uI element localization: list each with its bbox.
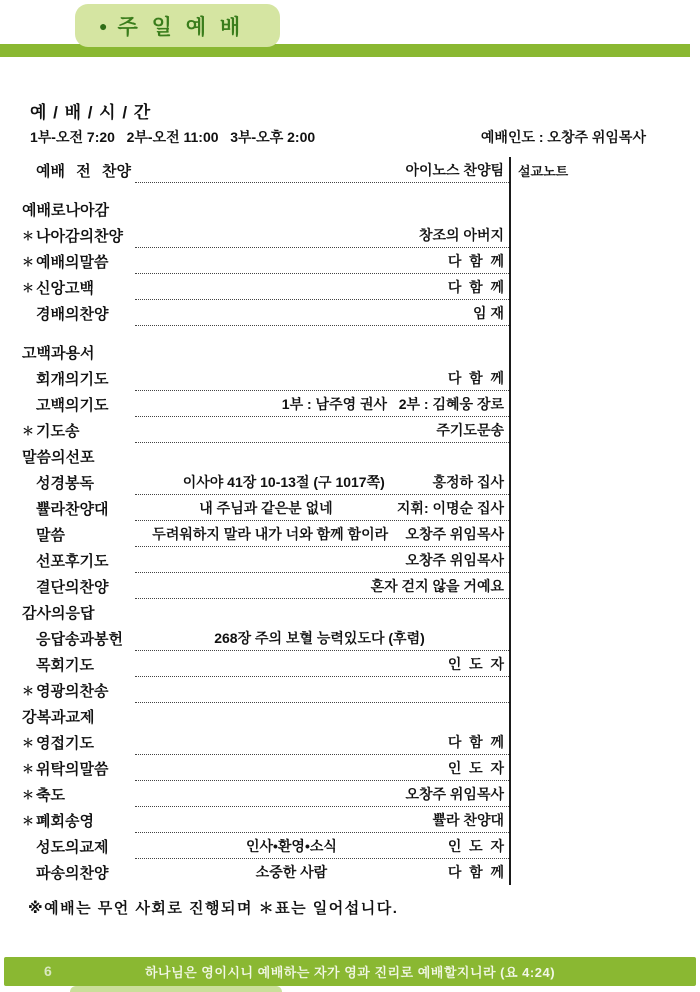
item-performer: 지휘: 이명순 집사 (396, 499, 504, 516)
item-performer: 다 함 께 (447, 278, 504, 295)
item-label: 고백의기도 (36, 396, 109, 414)
item-performer: 오창주 위임목사 (405, 785, 504, 802)
standing-mark-icon: ＊ (22, 813, 35, 828)
item-value (135, 274, 509, 300)
sermon-notes-label: 설교노트 (518, 164, 569, 179)
section-row-label: 예배로나아감 (22, 201, 109, 219)
item-label: 회개의기도 (36, 370, 109, 388)
item-label: 성도의교제 (36, 838, 109, 856)
standing-footnote: ※예배는 무언 사회로 진행되며 ＊표는 일어섭니다. (28, 900, 399, 917)
order-item-row (22, 365, 509, 391)
standing-mark-icon: ＊ (22, 228, 35, 243)
item-label: 기도송 (36, 422, 80, 440)
footer-verse: 하나님은 영이시니 예배하는 자가 영과 진리로 예배할지니라 (요 4:24) (144, 965, 556, 980)
item-value (135, 222, 509, 248)
item-performer: 인 도 자 (447, 655, 504, 672)
item-value (135, 547, 509, 573)
item-performer: 다 함 께 (447, 864, 504, 880)
item-label: 영접기도 (36, 734, 94, 752)
item-label: 경배의찬양 (36, 305, 109, 323)
order-item-row (22, 469, 509, 495)
item-performer: 주기도문송 (436, 421, 504, 438)
order-table (0, 157, 509, 885)
item-label: 신앙고백 (36, 279, 94, 297)
item-performer: 1부 : 남주영 권사 2부 : 김혜웅 장로 (281, 395, 504, 412)
item-performer: 오창주 위임목사 (405, 551, 504, 568)
order-item-row (22, 222, 509, 248)
item-performer: 다 함 께 (447, 369, 504, 386)
item-performer: 인 도 자 (447, 759, 504, 776)
order-item-row (22, 651, 509, 677)
item-label: 선포후기도 (36, 552, 109, 570)
item-value (135, 677, 509, 703)
standing-mark-icon: ＊ (22, 683, 35, 698)
item-performer: 임 재 (473, 304, 504, 321)
item-value (135, 365, 509, 391)
item-label: 성경봉독 (36, 474, 94, 492)
worship-time-title: 예 / 배 / 시 / 간 (30, 103, 152, 122)
order-item-row (22, 729, 509, 755)
item-label: 영광의찬송 (36, 682, 109, 700)
item-performer: 인 도 자 (447, 837, 504, 854)
order-item-row (22, 248, 509, 274)
item-content: 이사야 41장 10-13절 (구 1017쪽) (182, 473, 385, 490)
worship-time-row (30, 127, 646, 147)
item-value (135, 729, 509, 755)
standing-mark-icon: ＊ (22, 735, 35, 750)
order-item-row (22, 157, 509, 183)
section-row-label: 고백과용서 (22, 344, 95, 362)
item-value (135, 651, 509, 677)
section-tab (75, 4, 280, 47)
order-item-row (22, 781, 509, 807)
item-performer: 다 함 께 (447, 733, 504, 750)
order-item-row (22, 625, 509, 651)
item-value (135, 807, 509, 833)
item-content: 인사•환영•소식 (245, 837, 337, 854)
item-label: 쁄라찬양대 (36, 500, 109, 518)
item-label: 목회기도 (36, 656, 94, 674)
item-content: 내 주님과 같은분 없네 (199, 499, 333, 516)
order-item-row (22, 755, 509, 781)
service-times: 1부-오전 7:20 2부-오전 11:00 3부-오후 2:00 (30, 129, 316, 145)
item-performer: 홍정하 집사 (432, 473, 504, 490)
item-content: 268장 주의 보혈 능력있도다 (후렴) (214, 629, 425, 646)
order-section-row (22, 339, 509, 365)
item-performer: 아이노스 찬양팀 (405, 161, 504, 178)
item-value (135, 859, 509, 885)
item-label: 축도 (36, 786, 65, 804)
item-value (135, 573, 509, 599)
standing-mark-icon: ＊ (22, 254, 35, 269)
item-value (135, 521, 509, 547)
footer-bar (4, 957, 696, 986)
item-label: 파송의찬양 (36, 864, 109, 882)
item-label: 결단의찬양 (36, 578, 109, 596)
item-value (135, 300, 509, 326)
section-row-label: 강복과교제 (22, 708, 95, 726)
bullet-icon: ● (99, 17, 108, 34)
item-label: 나아감의찬양 (36, 227, 123, 245)
order-item-row (22, 573, 509, 599)
order-item-row (22, 833, 509, 859)
item-value (135, 781, 509, 807)
item-label: 예배의말씀 (36, 253, 109, 271)
order-section-row (22, 703, 509, 729)
standing-mark-icon: ＊ (22, 280, 35, 295)
order-item-row (22, 495, 509, 521)
item-label: 예배 전 찬양 (36, 162, 131, 180)
item-performer: 쁄라 찬양대 (432, 811, 504, 828)
order-item-row (22, 677, 509, 703)
order-section-row (22, 196, 509, 222)
item-value (135, 495, 509, 521)
service-leader: 예배인도 : 오창주 위임목사 (480, 129, 646, 145)
item-value (135, 248, 509, 274)
item-value (135, 417, 509, 443)
standing-mark-icon: ＊ (22, 787, 35, 802)
item-value (135, 833, 509, 859)
item-value (135, 625, 509, 651)
item-value (135, 755, 509, 781)
sermon-notes-column (509, 157, 700, 885)
item-label: 응답송과봉헌 (36, 630, 123, 648)
item-value (135, 469, 509, 495)
item-content: 두려워하지 말라 내가 너와 함께 함이라 (152, 525, 389, 542)
item-performer: 창조의 아버지 (418, 226, 504, 243)
order-item-row (22, 521, 509, 547)
item-value (135, 157, 509, 183)
order-item-row (22, 391, 509, 417)
order-section-row (22, 599, 509, 625)
item-label: 말씀 (36, 526, 65, 544)
order-item-row (22, 417, 509, 443)
order-item-row (22, 807, 509, 833)
item-content: 소중한 사람 (255, 864, 328, 880)
item-performer: 오창주 위임목사 (405, 525, 504, 542)
next-section-tab-edge (70, 986, 282, 992)
order-item-row (22, 547, 509, 573)
standing-mark-icon: ＊ (22, 423, 35, 438)
section-title: 주 일 예 배 (117, 15, 245, 39)
item-performer: 다 함 께 (447, 252, 504, 269)
order-item-row (22, 859, 509, 885)
order-item-row (22, 274, 509, 300)
item-performer: 혼자 걷지 않을 거예요 (370, 577, 504, 594)
section-row-label: 말씀의선포 (22, 448, 95, 466)
item-label: 폐회송영 (36, 812, 94, 830)
order-section-row (22, 443, 509, 469)
item-value (135, 391, 509, 417)
item-label: 위탁의말씀 (36, 760, 109, 778)
order-item-row (22, 300, 509, 326)
page-number: 6 (44, 963, 52, 979)
order-of-worship (0, 157, 700, 885)
section-row-label: 감사의응답 (22, 604, 95, 622)
standing-mark-icon: ＊ (22, 761, 35, 776)
